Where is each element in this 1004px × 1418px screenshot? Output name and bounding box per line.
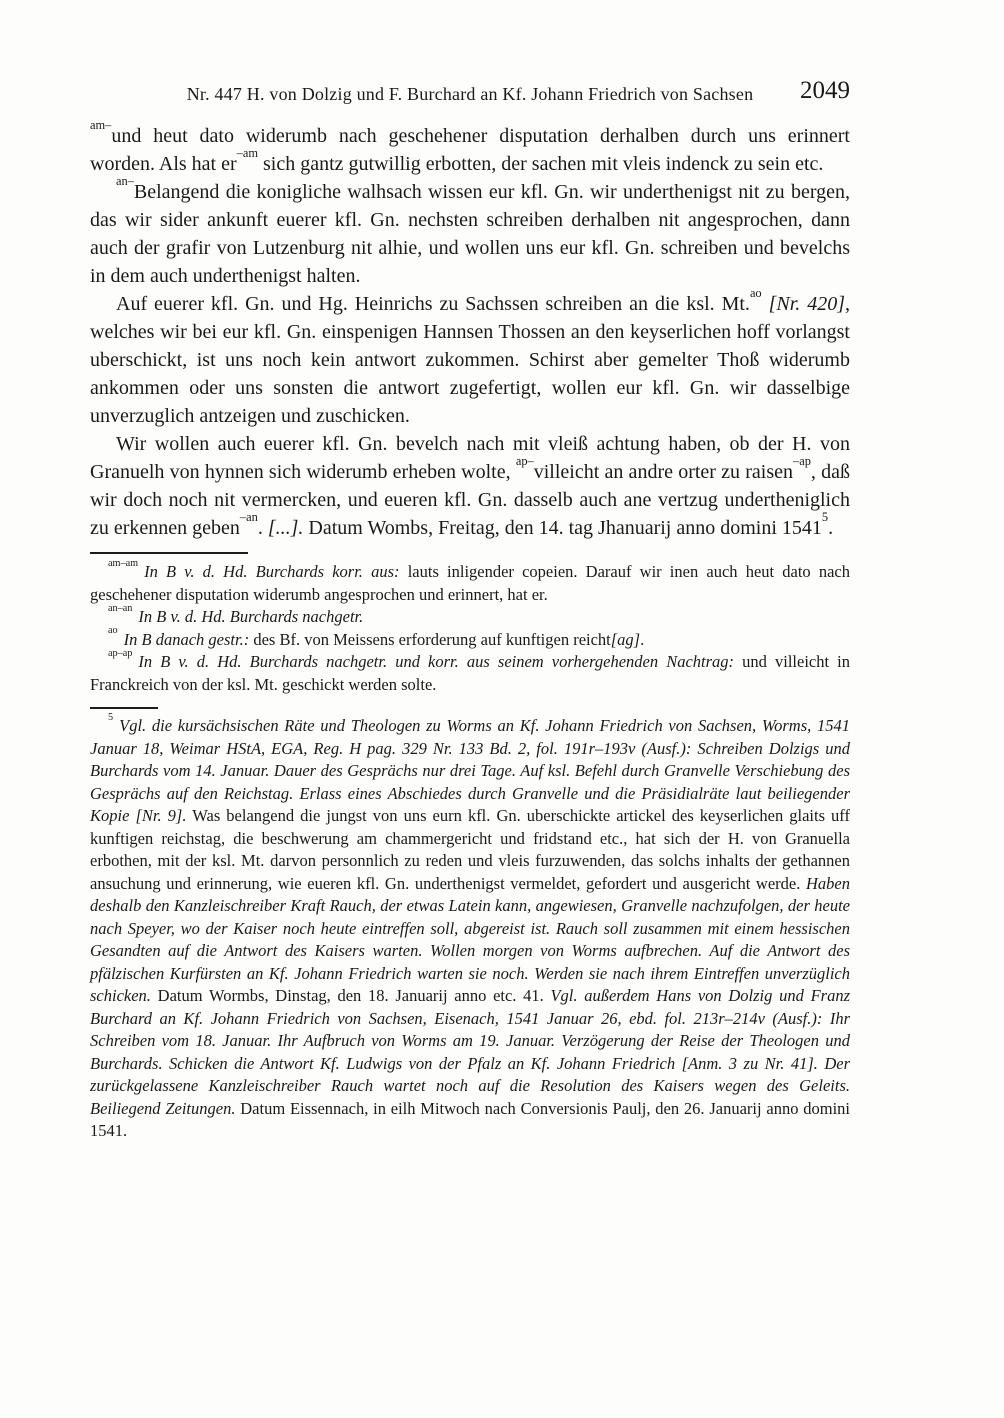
note-reference-mark: ao xyxy=(749,285,762,300)
text-run: Vgl. die kursächsischen Räte und Theologen zu Worms an Kf. Johann Friedrich von Sachsen, Worms, 1541 Januar 18, Weimar HStA, EGA, Reg. H pag. 329 Nr. 133 Bd. 2, fol. 191r–193v (Ausf.): Schreiben Dolzigs und Burchards vom 14. Januar. Dauer des Gesprächs nur drei Tage. Auf ksl. Befehl durch Granvelle Verschiebung des Gesprächs auf den Reichstag. Erlass eines Abschiedes durch Granvelle und die Präsidialräte laut beiliegender Kopie [Nr. 9]. xyxy=(90,716,850,825)
text-run: sich gantz gutwillig erbotten, der sachen mit vleis indenck zu sein etc. xyxy=(257,153,824,175)
text-run: . xyxy=(828,517,834,539)
text-run: lauts inligender copeien. Darauf wir inen auch heut dato nach geschehener disputation widerumb angesprochen und erinnert, hat er. xyxy=(90,562,850,604)
text-run: Datum Eissennach, in eilh Mitwoch nach Conversionis Paulj, den 26. Januarij anno domini 1541. xyxy=(90,1098,850,1140)
apparatus-note xyxy=(90,647,850,696)
text-run: . xyxy=(640,629,645,649)
text-run: und heut dato widerumb nach geschehener disputation derhalben durch uns erinnert worden. Als hat er xyxy=(90,125,850,175)
text-run: villeicht an andre orter zu raisen xyxy=(533,461,794,483)
body-paragraph xyxy=(90,117,850,178)
body-paragraph xyxy=(90,285,851,430)
text-run: Haben deshalb den Kanzleischreiber Kraft Rauch, der etwas Latein kann, angewiesen, Granvelle nachzufolgen, der heute nach Speyer, wo der Kaiser noch heute eintreffen soll, abgereist ist. Rauch soll zusammen mit einem hessischen Gesandten auf die Antwort des Kaisers warten. Wollen morgen von Worms aufbrechen. Auf die Antwort des pfälzischen Kurfürsten an Kf. Johann Friedrich warten sie noch. Werden sie nach ihrem Eintreffen unverzüglich schicken. xyxy=(90,873,850,1005)
text-run: In B v. d. Hd. Burchards korr. aus: xyxy=(144,562,400,581)
text-run: In B danach gestr.: xyxy=(123,629,250,649)
body-paragraph xyxy=(90,430,850,542)
text-run: Wir wollen auch euerer kfl. Gn. bevelch nach mit vleiß achtung haben, ob der H. von Granuelh von hynnen sich widerumb erheben wolte, xyxy=(90,433,850,483)
note-label: an–an xyxy=(108,602,133,614)
text-run: In B v. d. Hd. Burchards nachgetr. und korr. aus seinem vorhergehenden Nachtrag: xyxy=(138,652,735,671)
text-run: Was belangend die jungst von uns eurn kfl. Gn. uberschickte artickel des keyserlichen glaits uff kunftigen reichstag, die beschwerung am chammergericht und fridstand etc., hat sich der H. von Granuella erbothen, mit der ksl. Mt. darvon personnlich zu reden und vleis furzuwenden, das solchs inhalts der gethannen ansuchung und erinnerung, wie eueren kfl. Gn. underthenigst vermeldet, gefordert und ausgericht werde. xyxy=(90,806,850,893)
note-reference-mark: –ap xyxy=(793,453,811,468)
note-reference-mark: am– xyxy=(90,117,112,132)
text-run: des Bf. von Meissens erforderung auf kunftigen reicht xyxy=(249,629,611,649)
apparatus-note xyxy=(90,557,850,606)
text-run: [...]. xyxy=(267,517,304,539)
note-label: am–am xyxy=(108,557,139,569)
text-run: In B v. d. Hd. Burchards nachgetr. xyxy=(138,607,364,626)
text-run: [Nr. 420] xyxy=(768,293,846,315)
text-run: Datum Wormbs, Dinstag, den 18. Januarij anno etc. 41. xyxy=(150,986,544,1005)
note-reference-mark: –an xyxy=(239,509,258,524)
text-run: , daß wir doch noch nit vermercken, und eueren kfl. Gn. dasselb auch ane vertzug undertheniglich zu erkennen geben xyxy=(90,461,850,539)
note-reference-mark: ap– xyxy=(515,453,534,468)
note-reference-mark: an– xyxy=(116,173,134,188)
note-label: ap–ap xyxy=(108,647,133,659)
text-run: [ag] xyxy=(610,629,641,649)
apparatus-note xyxy=(90,602,850,629)
note-label: ao xyxy=(108,625,118,637)
text-run: und villeicht in Franckreich von der ksl. Mt. geschickt werden solte. xyxy=(90,652,850,694)
body-paragraph xyxy=(90,173,850,290)
note-label: 5 xyxy=(108,711,114,723)
critical-apparatus xyxy=(90,557,850,696)
text-run: Vgl. außerdem Hans von Dolzig und Franz Burchard an Kf. Johann Friedrich von Sachsen, Eisenach, 1541 Januar 26, ebd. fol. 213r–214v (Ausf.): Ihr Schreiben vom 18. Januar. Ihr Aufbruch von Worms am 19. Januar. Verzögerung der Reise der Theologen und Burchards. Schicken die Antwort Kf. Ludwigs von der Pfalz an Kf. Johann Friedrich [Anm. 3 zu Nr. 41]. Der zurückgelassene Kanzleischreiber Rauch wartet noch auf die Resolution des Kaisers wegen des Geleits. Beiliegend Zeitungen. xyxy=(90,986,850,1118)
note-reference-mark: –am xyxy=(236,145,258,160)
page-header xyxy=(90,77,850,110)
note-reference-mark: 5 xyxy=(821,509,829,524)
footnote xyxy=(90,711,850,1143)
page-number: 2049 xyxy=(800,77,850,104)
footnote-divider-rule xyxy=(90,707,158,709)
text-run: Auf euerer kfl. Gn. und Hg. Heinrichs zu Sachssen schreiben an die ksl. Mt. xyxy=(116,293,750,315)
text-run: , welches wir bei eur kfl. Gn. einspenigen Hannsen Thossen an den keyserlichen hoff vorlangst uberschickt, ist uns noch kein antwort zukommen. Schirst aber gemelter Thoß widerumb ankommen oder uns sonsten die antwort zugefertigt, wollen eur kfl. Gn. wir dasselbige unverzuglich antzeigen und zuschicken. xyxy=(90,293,851,427)
text-run: Datum Wombs, Freitag, den 14. tag Jhanuarij anno domini 1541 xyxy=(303,517,822,539)
footnote-section xyxy=(90,711,850,1143)
running-head-title: Nr. 447 H. von Dolzig und F. Burchard an Kf. Johann Friedrich von Sachsen xyxy=(186,84,754,104)
text-run: . xyxy=(257,517,268,539)
text-run: Belangend die konigliche walhsach wissen eur kfl. Gn. wir underthenigst nit zu bergen, das wir sider ankunft euerer kfl. Gn. nechsten schreiben derhalben nit angesprochen, dann auch der grafir von Lutzenburg nit alhie, und wollen uns eur kfl. Gn. schreiben und bevelchs in dem auch underthenigst halten. xyxy=(90,181,850,287)
text-run xyxy=(762,293,769,315)
letter-body-text xyxy=(90,117,851,542)
apparatus-note xyxy=(90,625,850,652)
apparatus-divider-rule xyxy=(90,552,248,554)
